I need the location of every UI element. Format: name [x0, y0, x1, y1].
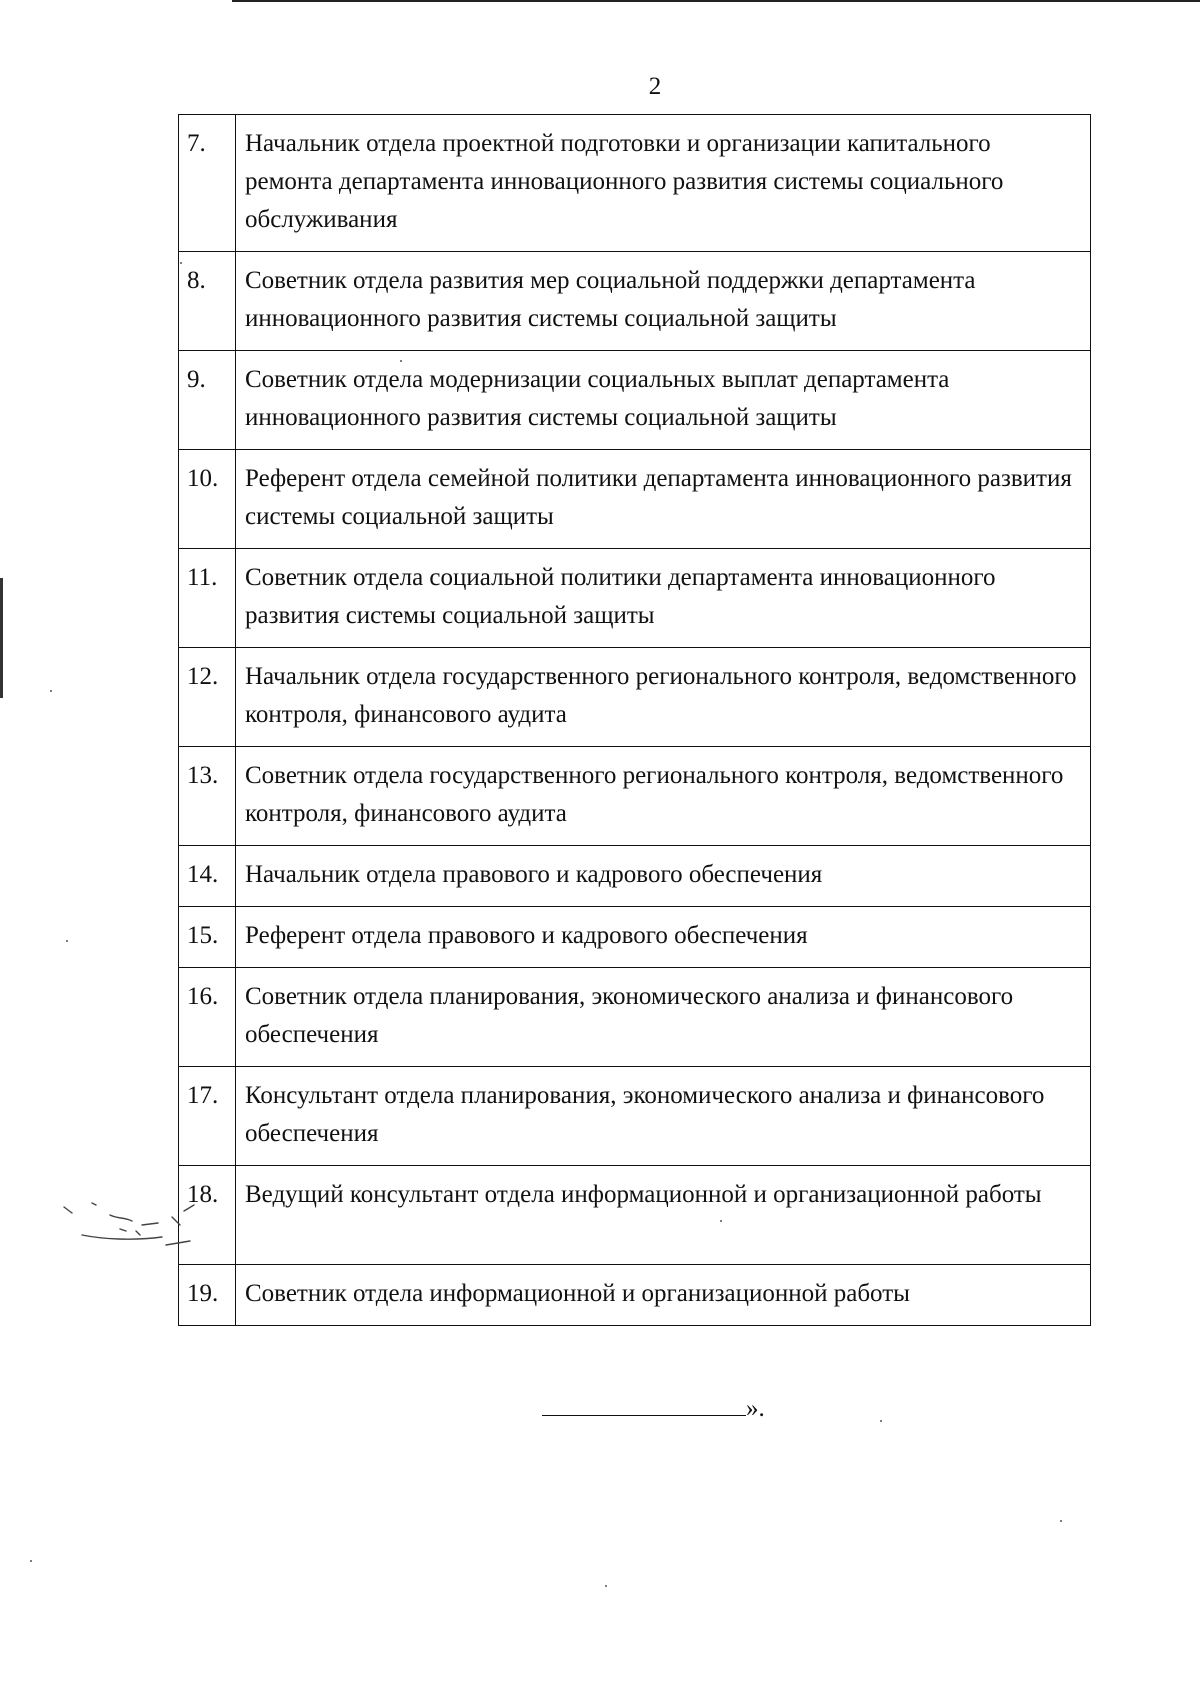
table-row — [179, 648, 1091, 747]
row-number: 17. — [179, 1067, 236, 1166]
scan-speck — [1060, 1520, 1062, 1522]
row-position: Советник отдела развития мер социальной поддержки департамента инновационного развития системы социальной защиты — [236, 252, 1091, 351]
table-row — [179, 115, 1091, 252]
scan-speck — [50, 690, 52, 692]
scan-speck — [30, 1560, 32, 1562]
closing-mark — [542, 1393, 765, 1424]
row-position: Советник отдела модернизации социальных выплат департамента инновационного развития системы социальной защиты — [236, 351, 1091, 450]
row-number: 8. — [179, 252, 236, 351]
scan-speck — [720, 1220, 722, 1222]
row-position: Начальник отдела правового и кадрового обеспечения — [236, 846, 1091, 907]
scan-margin-mark — [0, 578, 3, 698]
row-position: Начальник отдела государственного регионального контроля, ведомственного контроля, финансового аудита — [236, 648, 1091, 747]
table-row — [179, 747, 1091, 846]
row-number: 13. — [179, 747, 236, 846]
table-row — [179, 450, 1091, 549]
table-row — [179, 968, 1091, 1067]
table-row — [179, 1265, 1091, 1326]
row-number: 18. — [179, 1166, 236, 1265]
row-number: 9. — [179, 351, 236, 450]
table-row — [179, 351, 1091, 450]
closing-blank-line — [542, 1393, 746, 1416]
table-row — [179, 846, 1091, 907]
table-row — [179, 252, 1091, 351]
row-number: 14. — [179, 846, 236, 907]
row-number: 11. — [179, 549, 236, 648]
table-row — [179, 549, 1091, 648]
row-position: Советник отдела информационной и организационной работы — [236, 1265, 1091, 1326]
row-position: Ведущий консультант отдела информационной и организационной работы — [236, 1166, 1091, 1265]
row-number: 10. — [179, 450, 236, 549]
table-row — [179, 1166, 1091, 1265]
row-number: 16. — [179, 968, 236, 1067]
row-position: Советник отдела планирования, экономического анализа и финансового обеспечения — [236, 968, 1091, 1067]
row-position: Референт отдела правового и кадрового обеспечения — [236, 907, 1091, 968]
table-row — [179, 1067, 1091, 1166]
row-number: 15. — [179, 907, 236, 968]
row-position: Консультант отдела планирования, экономического анализа и финансового обеспечения — [236, 1067, 1091, 1166]
row-position: Референт отдела семейной политики департамента инновационного развития системы социальной защиты — [236, 450, 1091, 549]
row-position: Советник отдела государственного регионального контроля, ведомственного контроля, финансового аудита — [236, 747, 1091, 846]
scan-speck — [66, 940, 68, 942]
scan-speck — [180, 262, 182, 264]
positions-table — [178, 114, 1091, 1326]
row-position: Советник отдела социальной политики департамента инновационного развития системы социальной защиты — [236, 549, 1091, 648]
scan-speck — [605, 1585, 607, 1587]
scan-speck — [400, 360, 402, 362]
row-number: 7. — [179, 115, 236, 252]
row-position: Начальник отдела проектной подготовки и организации капитального ремонта департамента инновационного развития системы социального обслуживания — [236, 115, 1091, 252]
closing-quote: ». — [746, 1395, 765, 1422]
scan-speck — [880, 1420, 882, 1422]
table-row — [179, 907, 1091, 968]
row-number: 12. — [179, 648, 236, 747]
top-border-line — [232, 0, 1200, 2]
page-number: 2 — [648, 73, 662, 100]
stamp-smudge-mark — [62, 1195, 232, 1255]
row-number: 19. — [179, 1265, 236, 1326]
